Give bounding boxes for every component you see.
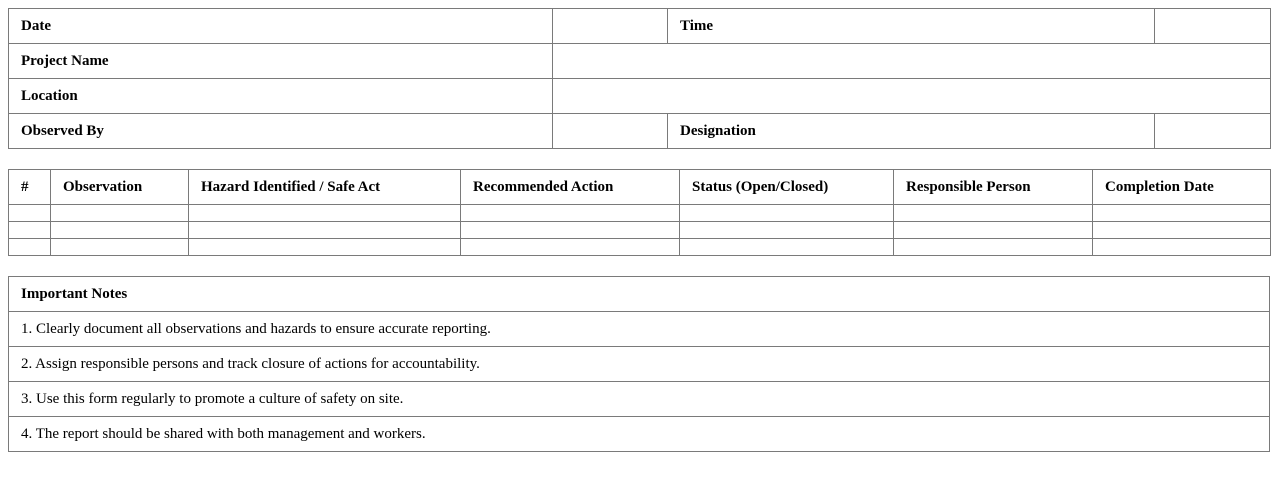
column-header-hazard: Hazard Identified / Safe Act (189, 170, 461, 205)
location-field[interactable] (553, 79, 1271, 114)
date-label: Date (9, 9, 553, 44)
project-name-row (9, 44, 1271, 79)
time-field[interactable] (1155, 9, 1271, 44)
note-row (9, 417, 1270, 452)
location-row (9, 79, 1271, 114)
table-row (9, 239, 1271, 256)
table-cell[interactable] (51, 239, 189, 256)
table-cell[interactable] (1093, 239, 1271, 256)
date-time-row (9, 9, 1271, 44)
observed-by-label: Observed By (9, 114, 553, 149)
table-cell[interactable] (461, 222, 680, 239)
report-info-table (8, 8, 1271, 149)
table-cell[interactable] (9, 205, 51, 222)
notes-title: Important Notes (9, 277, 1270, 312)
table-cell[interactable] (189, 205, 461, 222)
observed-by-field[interactable] (553, 114, 668, 149)
note-item: 3. Use this form regularly to promote a culture of safety on site. (9, 382, 1270, 417)
table-cell[interactable] (189, 239, 461, 256)
note-row (9, 382, 1270, 417)
project-name-label: Project Name (9, 44, 553, 79)
note-item: 2. Assign responsible persons and track closure of actions for accountability. (9, 347, 1270, 382)
note-item: 1. Clearly document all observations and hazards to ensure accurate reporting. (9, 312, 1270, 347)
observed-by-row (9, 114, 1271, 149)
time-label: Time (668, 9, 1155, 44)
note-row (9, 312, 1270, 347)
column-header-observation: Observation (51, 170, 189, 205)
location-label: Location (9, 79, 553, 114)
project-name-field[interactable] (553, 44, 1271, 79)
table-cell[interactable] (9, 222, 51, 239)
table-row (9, 205, 1271, 222)
notes-title-row (9, 277, 1270, 312)
designation-field[interactable] (1155, 114, 1271, 149)
column-header-responsible-person: Responsible Person (894, 170, 1093, 205)
table-cell[interactable] (894, 205, 1093, 222)
table-cell[interactable] (51, 222, 189, 239)
note-item: 4. The report should be shared with both management and workers. (9, 417, 1270, 452)
observations-header-row (9, 170, 1271, 205)
column-header-number: # (9, 170, 51, 205)
designation-label: Designation (668, 114, 1155, 149)
table-cell[interactable] (894, 222, 1093, 239)
important-notes-table (8, 276, 1270, 452)
table-cell[interactable] (461, 239, 680, 256)
column-header-status: Status (Open/Closed) (680, 170, 894, 205)
table-cell[interactable] (189, 222, 461, 239)
table-cell[interactable] (680, 222, 894, 239)
column-header-recommended-action: Recommended Action (461, 170, 680, 205)
table-cell[interactable] (680, 239, 894, 256)
column-header-completion-date: Completion Date (1093, 170, 1271, 205)
note-row (9, 347, 1270, 382)
table-cell[interactable] (894, 239, 1093, 256)
table-cell[interactable] (680, 205, 894, 222)
table-cell[interactable] (1093, 222, 1271, 239)
table-row (9, 222, 1271, 239)
table-cell[interactable] (461, 205, 680, 222)
table-cell[interactable] (9, 239, 51, 256)
table-cell[interactable] (51, 205, 189, 222)
observations-table (8, 169, 1271, 256)
table-cell[interactable] (1093, 205, 1271, 222)
date-field[interactable] (553, 9, 668, 44)
